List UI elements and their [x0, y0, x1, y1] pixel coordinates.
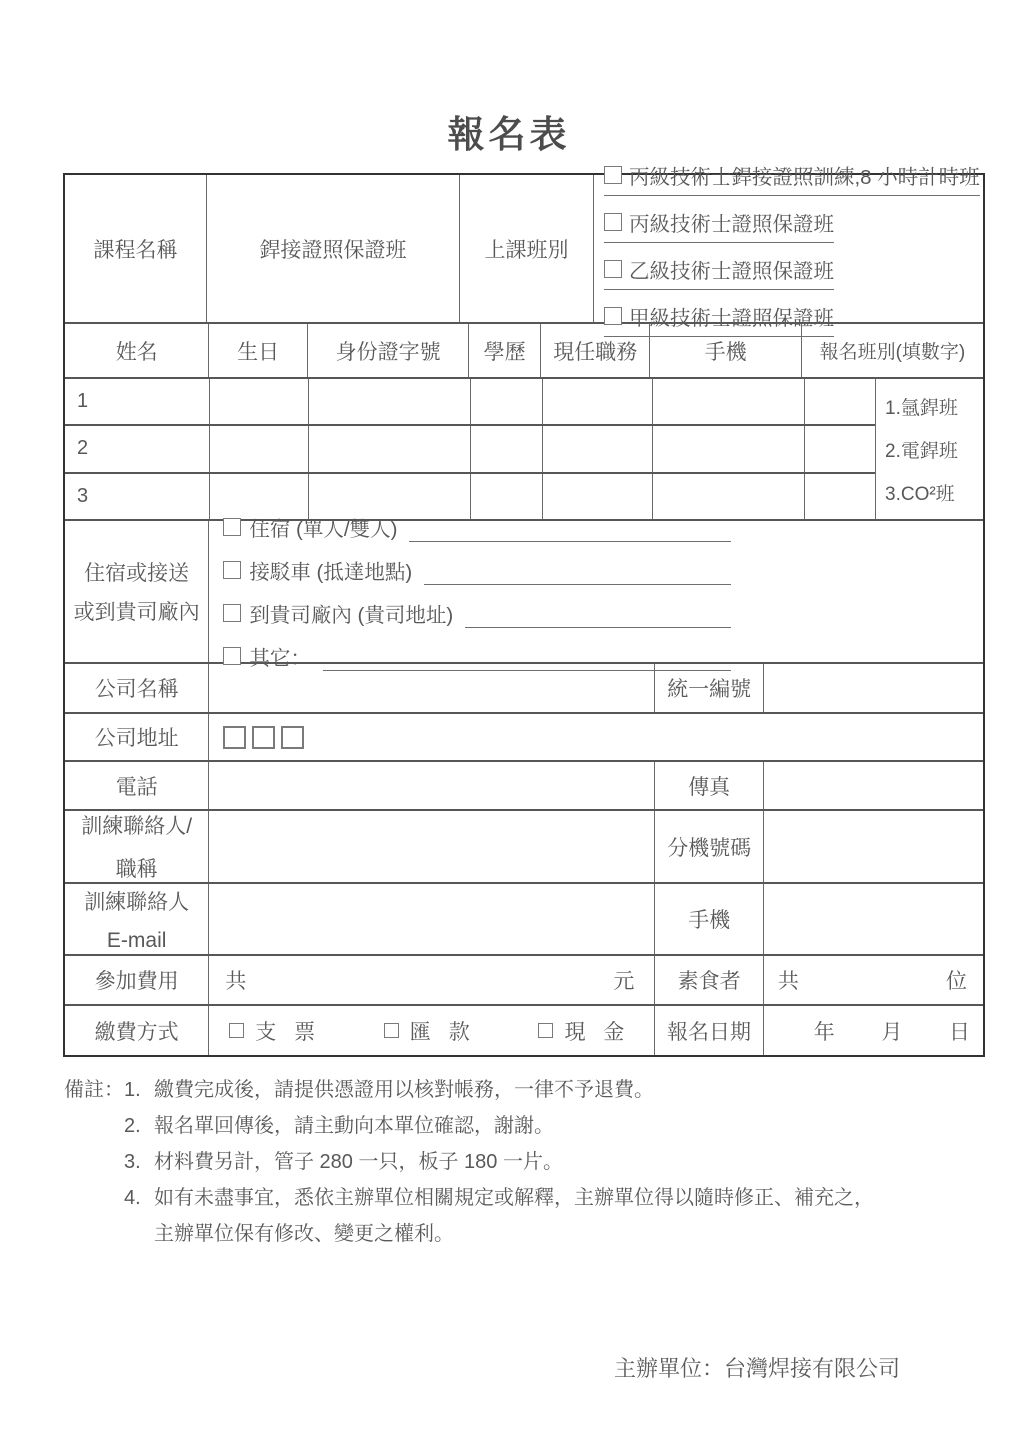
session-option-2 — [604, 207, 834, 243]
row-number: 1 — [77, 390, 89, 413]
header-education: 學歷 — [468, 324, 540, 377]
fax-label: 傳真 — [654, 762, 763, 809]
class-number-field-row3[interactable] — [804, 474, 875, 519]
class-code-electric: 2.電銲班 — [885, 440, 958, 462]
page-title: 報名表 — [447, 114, 571, 155]
postal-code-box[interactable] — [281, 726, 304, 749]
registration-date-label: 報名日期 — [654, 1006, 762, 1055]
note-text-continuation: 主辦單位保有修改、變更之權利。 — [154, 1223, 454, 1245]
fee-row — [65, 954, 983, 1004]
contact-mobile-label: 手機 — [654, 884, 763, 954]
lodging-label-line2: 或到貴司廠內 — [73, 601, 200, 624]
checkbox-icon[interactable] — [604, 307, 622, 325]
checkbox-icon[interactable] — [223, 604, 241, 622]
date-day-unit: 日 — [949, 1020, 970, 1044]
fee-prefix: 共 — [225, 970, 247, 993]
date-year-unit: 年 — [813, 1020, 835, 1044]
checkbox-icon[interactable] — [538, 1023, 553, 1038]
company-name-label: 公司名稱 — [94, 678, 179, 701]
company-name-row — [65, 662, 983, 712]
class-code-argon: 1.氬銲班 — [885, 397, 958, 419]
session-option-label: 乙級技術士證照保證班 — [628, 260, 834, 283]
contact-row — [65, 809, 983, 882]
session-options-cell — [593, 166, 983, 330]
session-type-label: 上課班別 — [459, 175, 593, 322]
table-row — [65, 424, 875, 471]
checkbox-icon[interactable] — [223, 561, 241, 579]
row-number: 3 — [77, 484, 89, 507]
session-option-label: 丙級技術士銲接證照訓練,8 小時計時班 — [628, 166, 980, 189]
note-number: 1. — [124, 1079, 141, 1101]
fill-in-line[interactable] — [465, 610, 731, 628]
fee-unit: 元 — [613, 970, 635, 993]
checkbox-icon[interactable] — [223, 518, 241, 536]
id-number-field-row1[interactable] — [308, 379, 470, 424]
organizer-footer: 主辦單位：台灣焊接有限公司 — [613, 1356, 900, 1381]
class-code-legend — [875, 379, 983, 519]
postal-code-box[interactable] — [223, 726, 246, 749]
mobile-field-row1[interactable] — [652, 379, 804, 424]
table-row — [65, 379, 875, 424]
header-job-title: 現任職務 — [540, 324, 650, 377]
fill-in-line[interactable] — [424, 567, 731, 585]
lodging-option-label: 其它： — [249, 647, 311, 670]
lodging-label-line1: 住宿或接送 — [84, 562, 190, 585]
checkbox-icon[interactable] — [604, 213, 622, 231]
fee-label: 參加費用 — [94, 970, 179, 993]
course-name-label: 課程名稱 — [93, 238, 178, 262]
id-number-field-row2[interactable] — [308, 426, 470, 471]
phone-row — [65, 760, 983, 809]
vegetarian-prefix: 共 — [777, 970, 799, 993]
contact-name-field[interactable] — [208, 811, 654, 882]
note-text: 報名單回傳後，請主動向本單位確認，謝謝。 — [154, 1115, 554, 1137]
row-number: 2 — [77, 437, 89, 460]
education-field-row2[interactable] — [470, 426, 542, 471]
lodging-option-stay — [223, 512, 731, 542]
course-row — [65, 166, 983, 330]
vegetarian-label: 素食者 — [654, 956, 763, 1004]
payment-option-cash — [538, 1016, 630, 1046]
payment-option-label: 現 金 — [564, 1020, 631, 1044]
checkbox-icon[interactable] — [223, 647, 241, 665]
email-label-line1: 訓練聯絡人 — [84, 890, 190, 914]
education-field-row1[interactable] — [470, 379, 542, 424]
list-item — [124, 1144, 874, 1180]
email-label — [65, 884, 208, 954]
contact-label-line1: 訓練聯絡人/ — [81, 815, 193, 838]
lodging-label — [65, 521, 208, 662]
session-option-1 — [604, 160, 980, 196]
session-option-label: 甲級技術士證照保證班 — [628, 307, 834, 330]
company-address-field[interactable] — [208, 714, 983, 760]
extension-label: 分機號碼 — [654, 811, 763, 882]
lodging-row — [65, 518, 983, 670]
registration-date-field[interactable] — [763, 1006, 983, 1055]
payment-option-label: 匯 款 — [409, 1020, 476, 1044]
lodging-options-cell — [208, 518, 983, 670]
payment-option-transfer — [384, 1016, 476, 1046]
course-name-value: 銲接證照保證班 — [206, 175, 459, 322]
header-id-number: 身份證字號 — [307, 324, 468, 377]
note-text: 繳費完成後，請提供憑證用以核對帳務，一律不予退費。 — [154, 1079, 654, 1101]
company-name-field[interactable] — [208, 664, 654, 712]
payment-option-label: 支 票 — [255, 1020, 322, 1044]
postal-code-box[interactable] — [252, 726, 275, 749]
fee-total-field[interactable] — [208, 956, 654, 1004]
lodging-option-label: 接駁車 (抵達地點) — [249, 561, 413, 584]
company-address-label: 公司地址 — [94, 727, 179, 750]
vegetarian-unit: 位 — [946, 970, 968, 993]
extension-field[interactable] — [763, 811, 983, 882]
header-mobile: 手機 — [649, 324, 800, 377]
note-number: 3. — [124, 1151, 141, 1173]
contact-label — [65, 811, 208, 882]
registration-form-table — [63, 166, 985, 1057]
lodging-option-label: 到貴司廠內 (貴司地址) — [249, 604, 454, 627]
class-code-co2: 3.CO²班 — [885, 483, 955, 505]
vegetarian-count-field[interactable] — [763, 956, 983, 1004]
notes-section — [64, 1072, 1018, 1252]
phone-label: 電話 — [115, 775, 158, 799]
list-item — [124, 1108, 874, 1144]
birthday-field-row2[interactable] — [209, 426, 308, 471]
contact-label-line2: 職稱 — [115, 858, 158, 881]
lodging-option-shuttle — [223, 555, 731, 585]
mobile-field-row2[interactable] — [652, 426, 804, 471]
contact-mobile-field[interactable] — [763, 884, 983, 954]
session-option-3 — [604, 254, 834, 290]
checkbox-icon[interactable] — [384, 1023, 399, 1038]
header-birthday: 生日 — [208, 324, 307, 377]
payment-row — [65, 1004, 983, 1055]
note-text: 材料費另計，管子 280 一只，板子 180 一片。 — [154, 1151, 563, 1173]
roster-rows — [65, 379, 875, 519]
note-text: 如有未盡事宜，悉依主辦單位相關規定或解釋，主辦單位得以隨時修正、補充之， — [154, 1187, 874, 1209]
lodging-option-factory — [223, 598, 731, 628]
job-title-field-row2[interactable] — [542, 426, 652, 471]
list-item — [124, 1180, 874, 1216]
birthday-field-row1[interactable] — [209, 379, 308, 424]
header-class-number: 報名班別(填數字) — [801, 324, 983, 377]
checkbox-icon[interactable] — [604, 260, 622, 278]
email-label-line2: E-mail — [106, 928, 167, 952]
note-number: 4. — [124, 1187, 141, 1209]
tax-id-field[interactable] — [763, 664, 983, 712]
notes-list — [124, 1072, 874, 1252]
roster-data-block — [65, 377, 983, 519]
checkbox-icon[interactable] — [229, 1023, 244, 1038]
roster-header-row — [65, 322, 983, 377]
payment-method-label: 繳費方式 — [94, 1020, 179, 1044]
note-number: 2. — [124, 1115, 141, 1137]
payment-option-check — [229, 1016, 321, 1046]
phone-field[interactable] — [208, 762, 654, 809]
list-item — [124, 1072, 874, 1108]
email-field[interactable] — [208, 884, 654, 954]
fill-in-line[interactable] — [409, 524, 731, 542]
class-number-field-row1[interactable] — [804, 379, 875, 424]
tax-id-label: 統一編號 — [654, 664, 763, 712]
lodging-option-label: 住宿 (單人/雙人) — [249, 518, 398, 541]
company-address-row — [65, 712, 983, 760]
email-row — [65, 882, 983, 954]
class-number-field-row2[interactable] — [804, 426, 875, 471]
session-option-label: 丙級技術士證照保證班 — [628, 213, 834, 236]
date-month-unit: 月 — [881, 1020, 903, 1044]
header-name: 姓名 — [115, 340, 158, 364]
fax-field[interactable] — [763, 762, 983, 809]
payment-method-options — [208, 1006, 654, 1055]
job-title-field-row1[interactable] — [542, 379, 652, 424]
notes-label: 備註： — [64, 1079, 124, 1101]
checkbox-icon[interactable] — [604, 166, 622, 184]
